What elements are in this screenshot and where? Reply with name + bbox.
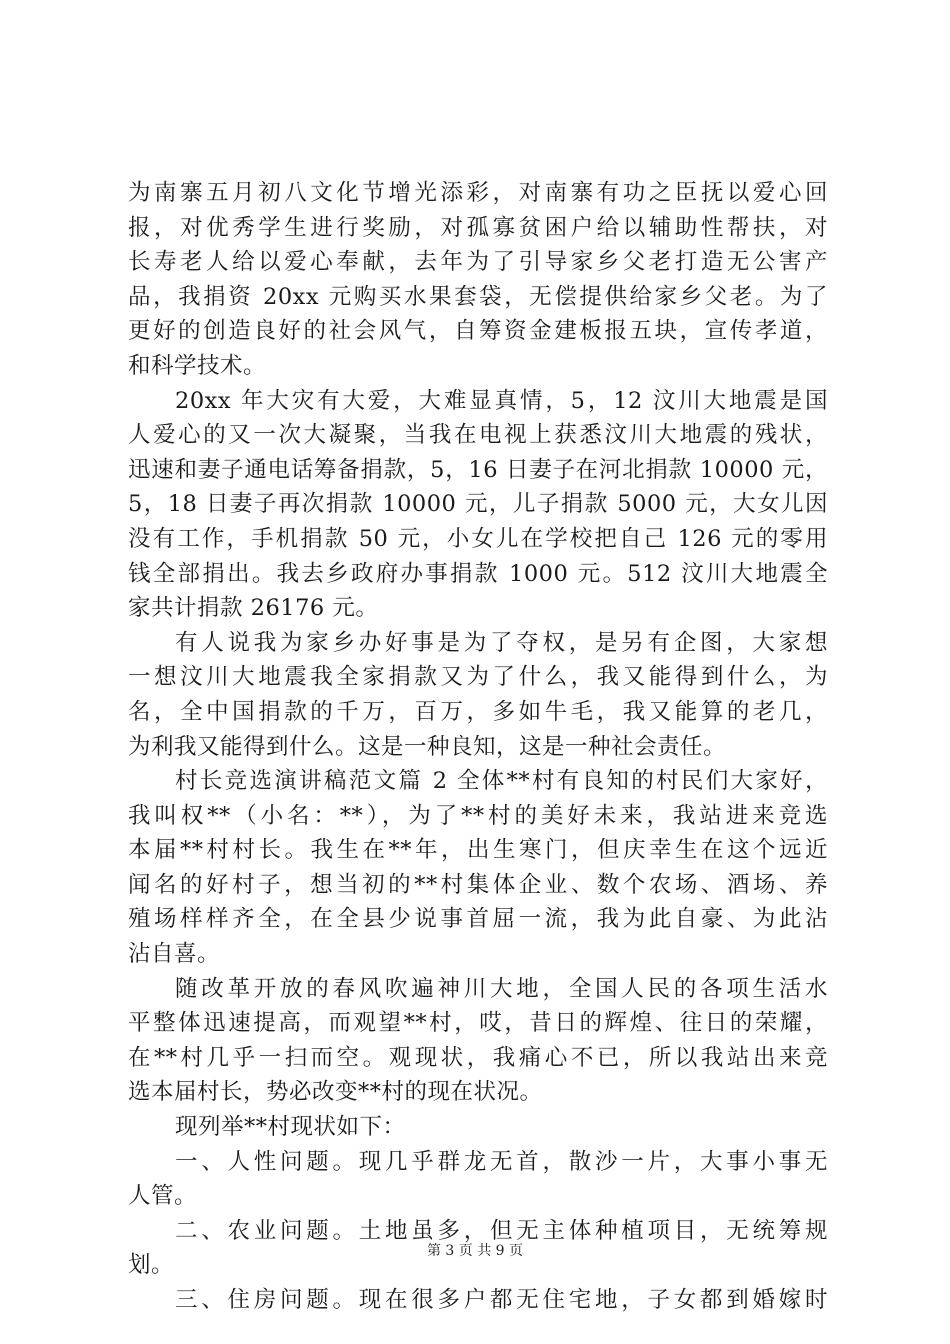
text-line: 家共计捐款 26176 元。	[128, 595, 379, 622]
text-line: 20xx 年大灾有大爱，大难显真情，5，12 汶川大地震是国	[175, 387, 828, 414]
text-line: 迅速和妻子通电话筹备捐款，5，16 日妻子在河北捐款 10000 元，	[128, 456, 828, 483]
text-line: 本届**村村长。我生在**年，出生寒门，但庆幸生在这个远近	[128, 837, 828, 864]
text-line: 报，对优秀学生进行奖励，对孤寡贫困户给以辅助性帮扶，对	[128, 214, 828, 241]
text-line: 一、人性问题。现几乎群龙无首，散沙一片，大事小事无	[175, 1148, 828, 1175]
text-line: 人爱心的又一次大凝聚，当我在电视上获悉汶川大地震的残状，	[128, 422, 828, 449]
text-line: 5，18 日妻子再次捐款 10000 元，儿子捐款 5000 元，大女儿因	[128, 491, 828, 518]
text-line: 更好的创造良好的社会风气，自筹资金建板报五块，宣传孝道，	[128, 318, 828, 345]
text-line: 三、住房问题。现在很多户都无住宅地，子女都到婚嫁时	[175, 1287, 828, 1313]
text-line: 殖场样样齐全，在全县少说事首屈一流，我为此自豪、为此沾	[128, 906, 828, 933]
text-line: 在**村几乎一扫而空。观现状，我痛心不已，所以我站出来竞	[128, 1044, 828, 1071]
text-line: 平整体迅速提高，而观望**村，哎，昔日的辉煌、往日的荣耀，	[128, 1010, 828, 1037]
text-line: 为南寨五月初八文化节增光添彩，对南寨有功之臣抚以爱心回	[128, 180, 828, 206]
text-line: 现列举**村现状如下：	[175, 1114, 406, 1141]
text-line: 沾自喜。	[128, 941, 221, 968]
text-line: 村长竞选演讲稿范文篇 2 全体**村有良知的村民们大家好，	[175, 768, 828, 795]
text-line: 名，全中国捐款的千万，百万，多如牛毛，我又能算的老几，	[128, 698, 828, 725]
text-line: 一想汶川大地震我全家捐款又为了什么，我又能得到什么，为	[128, 664, 828, 691]
text-line: 随改革开放的春风吹遍神川大地，全国人民的各项生活水	[175, 975, 828, 1002]
text-line: 划。	[128, 1252, 175, 1279]
text-line: 为利我又能得到什么。这是一种良知，这是一种社会责任。	[128, 733, 727, 760]
text-line: 闻名的好村子，想当初的**村集体企业、数个农场、酒场、养	[128, 871, 828, 898]
page-number-footer: 第 3 页 共 9 页	[426, 1243, 524, 1259]
text-line: 选本届村长，势必改变**村的现在状况。	[128, 1079, 543, 1106]
text-line: 二、农业问题。土地虽多，但无主体种植项目，无统筹规	[175, 1217, 828, 1244]
text-line: 长寿老人给以爱心奉献，去年为了引导家乡父老打造无公害产	[128, 249, 828, 276]
document-body	[128, 176, 828, 1318]
text-line: 人管。	[128, 1183, 198, 1210]
text-line: 我叫权**（小名：**），为了**村的美好未来，我站进来竞选	[128, 802, 828, 829]
text-line: 没有工作，手机捐款 50 元，小女儿在学校把自己 126 元的零用	[128, 525, 828, 552]
text-line: 品，我捐资 20xx 元购买水果套袋，无偿提供给家乡父老。为了	[128, 283, 828, 310]
text-line: 钱全部捐出。我去乡政府办事捐款 1000 元。512 汶川大地震全	[128, 560, 828, 587]
text-line: 和科学技术。	[128, 352, 267, 379]
text-line: 有人说我为家乡办好事是为了夺权，是另有企图，大家想	[175, 629, 828, 656]
